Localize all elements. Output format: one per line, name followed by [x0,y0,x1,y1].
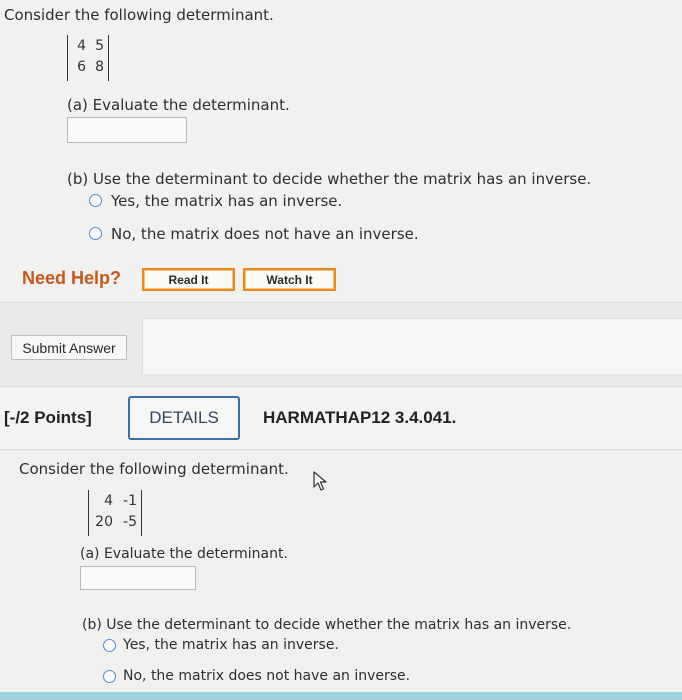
option-no-label: No, the matrix does not have an inverse. [111,225,419,243]
matrix-cell: 4 [104,493,113,509]
submit-area [0,302,682,386]
option-yes-label: Yes, the matrix has an inverse. [123,637,339,653]
radio-yes-inverse[interactable] [103,639,116,652]
question-2-part-b: (b) Use the determinant to decide whether the matrix has an inverse. [82,617,572,633]
matrix-cell: -1 [123,493,137,509]
radio-yes-inverse[interactable] [89,194,102,207]
bottom-edge-strip [0,692,682,700]
matrix-cell: 6 [77,59,86,75]
read-it-button[interactable]: Read It [142,268,235,291]
question-1-panel [0,0,682,302]
matrix-cell: 20 [95,514,113,530]
matrix-cell: -5 [123,514,137,530]
question-1-part-a: (a) Evaluate the determinant. [67,96,290,114]
need-help-label: Need Help? [22,268,122,288]
problem-id: HARMATHAP12 3.4.041. [263,408,457,427]
option-no-label: No, the matrix does not have an inverse. [123,668,411,684]
watch-it-button[interactable]: Watch It [243,268,336,291]
submit-feedback-area [142,318,682,374]
question-2-header [0,386,682,450]
question-1-part-b: (b) Use the determinant to decide whether the matrix has an inverse. [67,170,592,188]
question-2-panel [0,451,682,700]
option-yes-label: Yes, the matrix has an inverse. [111,192,343,210]
matrix-cell: 5 [95,38,104,54]
question-2-determinant [88,490,142,536]
question-1-answer-input[interactable] [67,117,187,143]
question-2-answer-input[interactable] [80,566,196,590]
question-2-part-a: (a) Evaluate the determinant. [80,546,288,562]
question-2-prompt: Consider the following determinant. [19,460,289,478]
radio-no-inverse[interactable] [89,227,102,240]
question-1-prompt: Consider the following determinant. [4,6,274,24]
matrix-cell: 4 [77,38,86,54]
points-label: [-/2 Points] [4,408,92,427]
radio-no-inverse[interactable] [103,670,116,683]
question-1-determinant [67,35,109,81]
matrix-cell: 8 [95,59,104,75]
mouse-pointer-icon [312,470,330,492]
details-button[interactable]: DETAILS [128,396,240,440]
submit-answer-button[interactable]: Submit Answer [11,335,127,360]
